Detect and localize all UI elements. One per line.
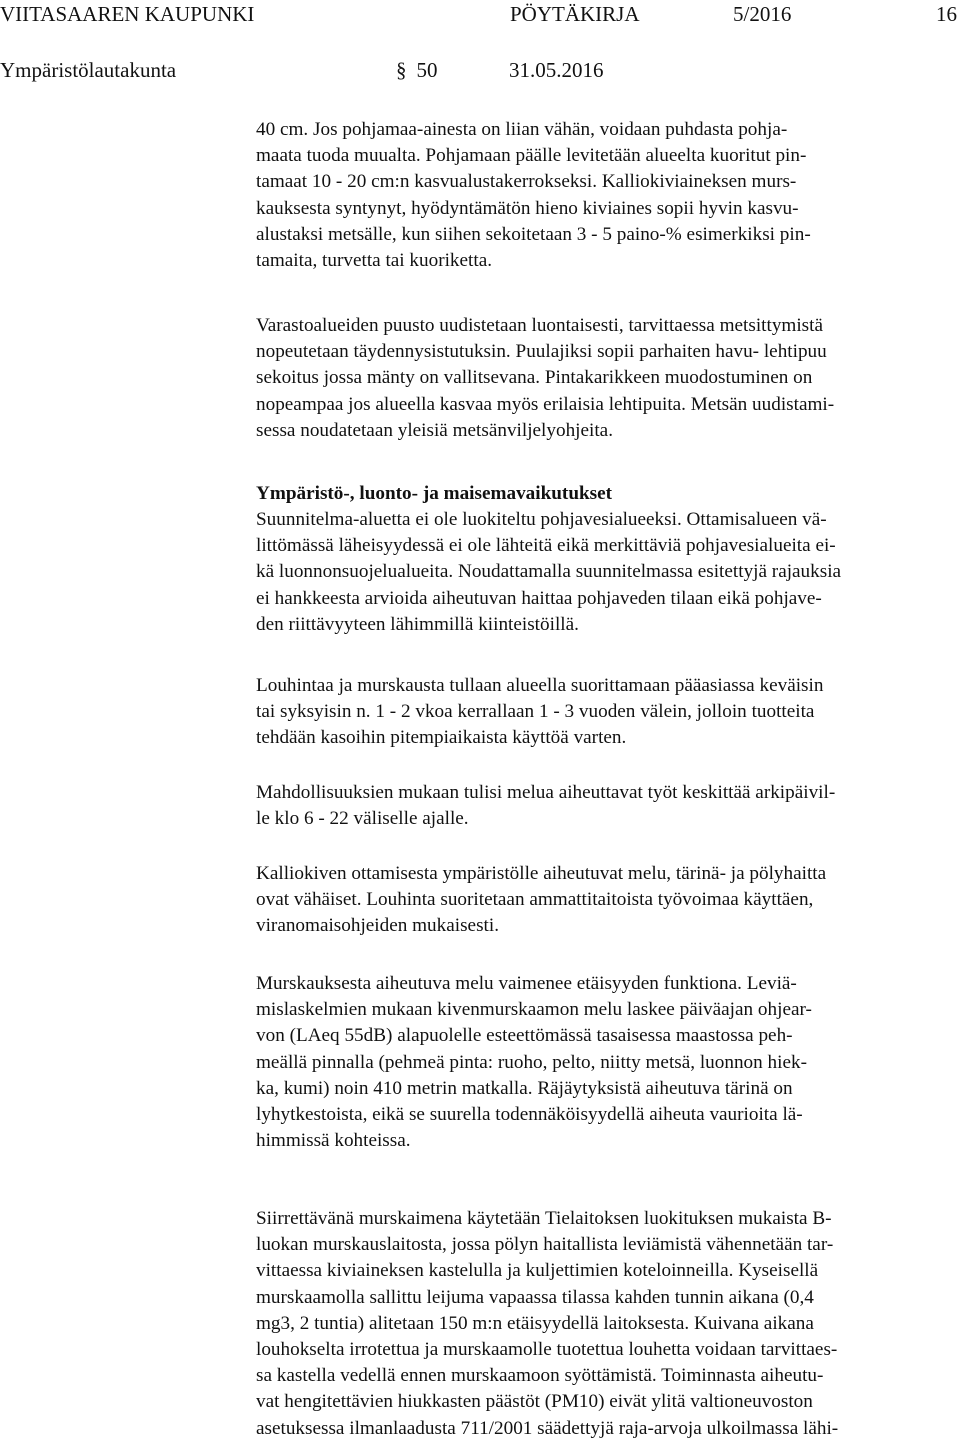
- paragraph-forest-renewal: Varastoalueiden puusto uudistetaan luontaisesti, tarvittaessa metsittymistä nopeutetaan täydennysistutuksin. Puulajiksi sopii parhaiten havu- lehtipuu sekoitus jossa mänty on vallitsevana. Pintakarikkeen muodostuminen on nopeampaa jos alueella kasvaa myös erilaisia lehtipuita. Metsän uudistami- sessa noudatetaan yleisiä metsänviljelyohjeita.: [256, 315, 835, 441]
- board-name: Ympäristölautakunta: [0, 58, 177, 82]
- paragraph-nuisance: Kalliokiven ottamisesta ympäristölle aiheutuvat melu, tärinä- ja pölyhaitta ovat vähäiset. Louhinta suoritetaan ammattitaitoista työvoimaa käyttäen, viranomaisohjeiden mukaisesti.: [256, 863, 827, 937]
- paragraph-dust: Siirrettävänä murskaimena käytetään Tielaitoksen luokituksen mukaista B- luokan murskauslaitosta, jossa pölyn haitallista leviämistä vähennetään tar- vittaessa kiviaineksen kastelulla ja kuljettimien koteloinneilla. Kyseisellä murskaamolla sallittu leijuma vapaassa tilassa kahden tunnin aikana (0,4 mg3, 2 tuntia) alitetaan 150 m:n etäisyydellä laitoksesta. Kuivana aikana louhokselta irrotettua ja murskaamolle tuotettua louhetta voidaan tarvittaes- sa kastella vedellä ennen murskaamoon syöttämistä. Toiminnasta aiheutu- vat hengitettävien hiukkasten päästöt (PM10) eivät ylitä valtioneuvoston asetuksessa ilmanlaadusta 711/2001 säädettyjä raja-arvoja ulkoilmassa lähi-: [256, 1208, 839, 1439]
- paragraph-noise: Murskauksesta aiheutuva melu vaimenee etäisyyden funktiona. Leviä- mislaskelmien mukaan kivenmurskaamon melu laskee päiväajan ohjear- von (LAeq 55dB) alapuolelle esteettömässä tasaisessa maastossa peh- meällä pinnalla (pehmeä pinta: ruoho, pelto, niitty metsä, luonnon hiek- ka, kumi) noin 410 metrin matkalla. Räjäytyksistä aiheutuva tärinä on lyhytkestoista, eikä se suurella todennäköisyydellä aiheuta vaurioita lä- himmissä kohteissa.: [256, 973, 812, 1152]
- document-number: 5/2016: [733, 2, 792, 26]
- section-heading-environmental-impacts: Ympäristö-, luonto- ja maisemavaikutukset: [256, 483, 613, 504]
- section-symbol: §: [396, 58, 407, 82]
- paragraph-groundwater: Suunnitelma-aluetta ei ole luokiteltu pohjavesialueeksi. Ottamisalueen vä- littömässä läheisyydessä ei ole lähteitä eikä merkittäviä pohjavesialueita ei- kä luonnonsuojelualueita. Noudattamalla suunnitelmassa esitettyjä rajauksia ei hankkeesta arvioida aiheutuvan haittaa pohjaveden tilaan eikä pohjave- den riittävyyteen lähimmillä kiinteistöillä.: [256, 509, 842, 635]
- page-number: 16: [936, 2, 957, 26]
- paragraph-soil-layers: 40 cm. Jos pohjamaa-ainesta on liian vähän, voidaan puhdasta pohja- maata tuoda muualta. Pohjamaan päälle levitetään alueelta kuoritut pin- tamaat 10 - 20 cm:n kasvualustakerrokseksi. Kalliokiviaineksen murs- kauksesta syntynyt, hyödyntämätön hieno kiviaines sopii hyvin kasvu- alustaksi metsälle, kun siihen sekoitetaan 3 - 5 paino-% esimerkiksi pin- tamaita, turvetta tai kuoriketta.: [256, 119, 811, 272]
- paragraph-quarrying-schedule: Louhintaa ja murskausta tullaan alueella suorittamaan pääasiassa keväisin tai syksyisin n. 1 - 2 vkoa kerrallaan 1 - 3 vuoden välein, jolloin tuotteita tehdään kasoihin pitempiaikaista käyttöä varten.: [256, 675, 824, 749]
- section-number: 50: [416, 58, 438, 82]
- section-reference: [396, 56, 438, 84]
- document-type: PÖYTÄKIRJA: [510, 2, 640, 26]
- paragraph-working-hours: Mahdollisuuksien mukaan tulisi melua aiheuttavat työt keskittää arkipäivil- le klo 6 - 22 väliselle ajalle.: [256, 782, 836, 830]
- meeting-date: 31.05.2016: [509, 58, 604, 82]
- organization-name: VIITASAAREN KAUPUNKI: [0, 2, 255, 26]
